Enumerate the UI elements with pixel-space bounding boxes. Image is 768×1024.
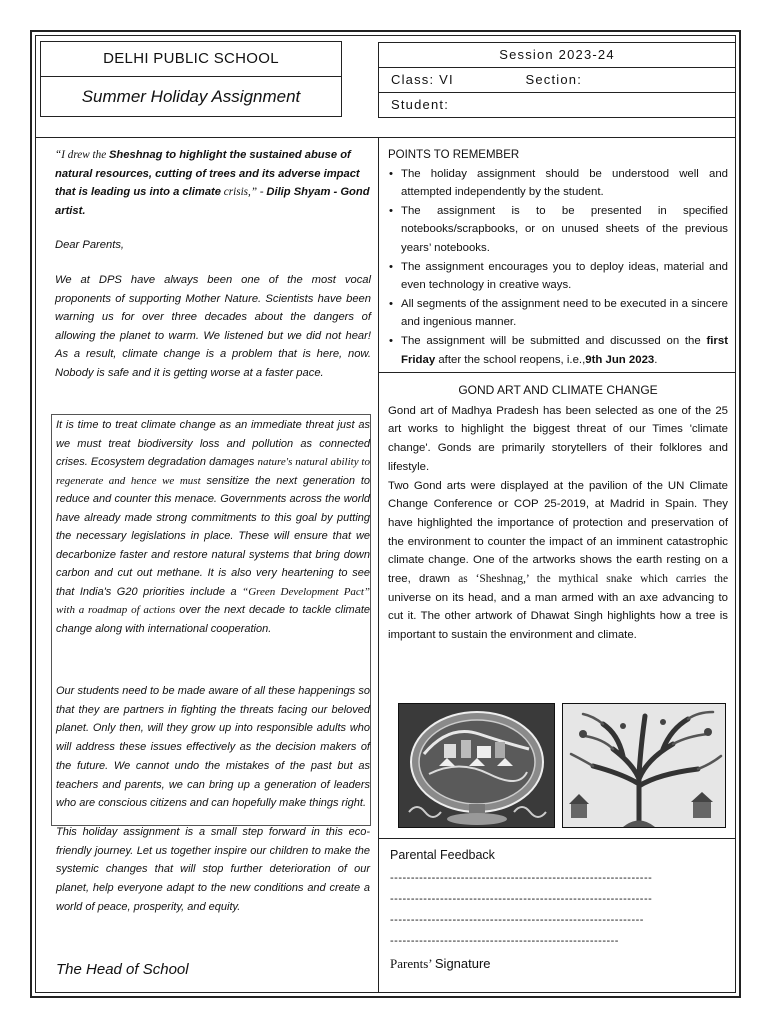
school-title-box [40,41,342,117]
class-section-row [379,68,735,93]
artist-quote: “I drew the Sheshnag to highlight the sustained abuse of natural resources, cutting of trees and its adverse impact that is leading us into a climate crisis,” - Dilip Shyam - Gond artist. [55,149,370,217]
gond-artwork-tree-image [562,703,726,828]
point-item: • All segments of the assignment need to be executed in a sincere and ingenious manner. [388,295,728,332]
feedback-line[interactable]: ------------------------------------------------------------- [390,914,644,926]
letter-paragraph-3: Our students need to be made aware of all these happenings so that they are partners in fighting the threats facing our beloved planet. Only then, will they grow up into responsible adults who will address these issues effectively as the decision makers of the future. We cannot undo the mistakes of the past but as teachers and parents, we can bring up a generation of leaders who are conscious citizens and can hopefully make things right. [56,685,370,810]
gond-paragraph-2: Two Gond arts were displayed at the pavilion of the UN Climate Change Conference or COP 25-2019, at Madrid in Spain. They have highlighted the importance of protection and preservation of the environment to counter the impact of an imminent catastrophic climate change. One of the artworks shows the earth resting on a tree, drawn as ‘Sheshnag,’ the mythical snake which carries the universe on its head, and a man armed with an axe advancing to cut it. The other artwork of Dhawat Singh highlights how a tree is important to sustain the environment and climate. [388,479,728,642]
point-item: • The assignment is to be presented in specified notebooks/scrapbooks, or on unused sheets of the previous years’ notebooks. [388,202,728,258]
salutation: Dear Parents, [55,239,125,252]
head-of-school-signoff: The Head of School [56,961,189,978]
points-title: POINTS TO REMEMBER [388,149,520,161]
point-item: • The assignment encourages you to deploy ideas, material and even technology in creative ways. [388,258,728,295]
class-label: Class: VI [391,72,454,87]
feedback-line[interactable]: ------------------------------------------------------- [390,935,619,947]
feedback-line[interactable]: --------------------------------------------------------------- [390,893,653,905]
letter-top [55,146,371,383]
point-item: • The holiday assignment should be understood well and attempted independently by the student. [388,165,728,202]
gond-paragraph-1: Gond art of Madhya Pradesh has been selected as one of the 25 art works to highlight the biggest threat of our Times 'climate change'. Gonds are primarily storytellers of their folklores and lifestyle. [388,404,728,473]
gond-title: GOND ART AND CLIMATE CHANGE [458,383,658,397]
points-to-remember [388,146,728,369]
parents-signature-label: Parents’ Signature [390,956,491,971]
session-label: Session 2023-24 [379,43,735,68]
feedback-line[interactable]: --------------------------------------------------------------- [390,872,653,884]
point-item: • The assignment will be submitted and discussed on the first Friday after the school reopens, i.e.,9th Jun 2023. [388,332,728,369]
parental-feedback-section [390,848,730,972]
header-divider [35,137,735,138]
points-divider [378,372,735,373]
letter-lower [56,682,370,926]
student-label: Student: [391,97,450,112]
points-list [388,165,728,370]
school-name: DELHI PUBLIC SCHOOL [41,42,341,77]
letter-paragraph-4: This holiday assignment is a small step forward in this eco-friendly journey. Let us together inspire our children to make the systemic changes that will stop further deterioration of our planet, help everyone adapt to the new conditions and create a world of peace, prosperity, and equity. [56,825,370,913]
session-info-box [378,42,736,118]
gond-art-section [388,381,728,645]
feedback-divider [378,838,735,839]
section-label: Section: [525,72,583,87]
column-divider [378,137,379,992]
letter-paragraph-1: We at DPS have always been one of the most vocal proponents of supporting Mother Nature. Scientists have been warning us for over three decades about the dangers of allowing the planet to warm. We listened but we did not hear! As a result, climate change is a problem that is here, now. Nobody is safe and it is getting worse at a faster pace. [55,273,371,379]
feedback-label: Parental Feedback [390,848,495,862]
letter-paragraph-2: It is time to treat climate change as an immediate threat just as we must treat biodiversity loss and pollution as connected crises. Ecosystem degradation damages nature's natural ability to regenerate and hence we must sensitize the next generation to reduce and counter this menace. Governments across the world have already made strong commitments to this goal by putting the necessary legislations in place. These will ensure that we decarbonize faster and restore natural systems that bring down carbon and cut out methane. It is also very heartening to see that India's G20 priorities include a “Green Development Pact” with a roadmap of actions over the next decade to tackle climate change along with international cooperation. [56,419,370,635]
gond-artwork-sheshnag-image [398,703,555,828]
assignment-title: Summer Holiday Assignment [81,87,301,106]
